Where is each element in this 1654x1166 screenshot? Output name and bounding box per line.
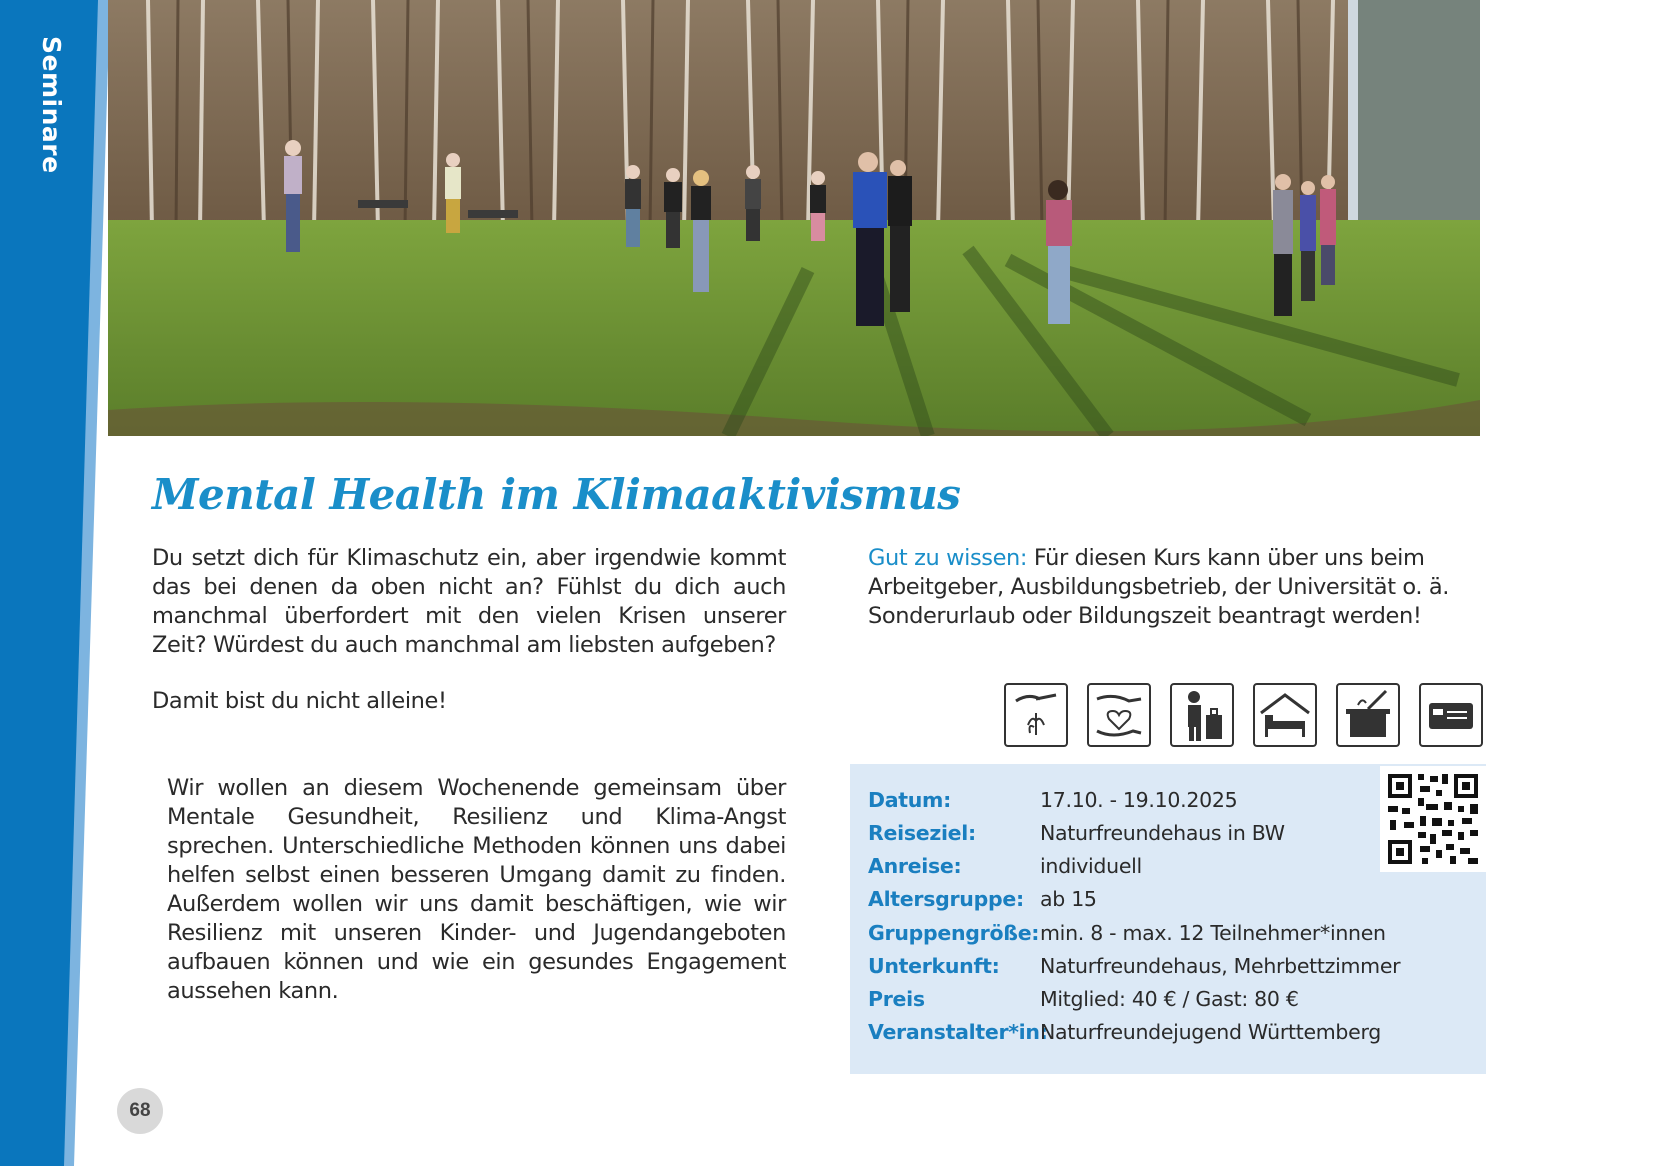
info-value: Mitglied: 40 € / Gast: 80 € xyxy=(1040,987,1299,1011)
info-key: Reiseziel: xyxy=(868,821,976,845)
info-key: Unterkunft: xyxy=(868,954,1000,978)
info-value: 17.10. - 19.10.2025 xyxy=(1040,788,1238,812)
feature-icons xyxy=(1004,683,1484,747)
intro-statement: Damit bist du nicht alleine! xyxy=(152,688,447,714)
header-photo xyxy=(108,0,1480,436)
good-to-know xyxy=(868,544,1488,631)
info-value: Naturfreundehaus in BW xyxy=(1040,821,1285,845)
intro-paragraph: Du setzt dich für Klimaschutz ein, aber irgendwie kommt das bei denen da oben nicht an? Fühlst du dich auch manchmal überfordert mit den vielen Krisen unserer Zeit? Würdest du auch manchmal am liebsten aufgeben? xyxy=(152,545,786,658)
info-key: Anreise: xyxy=(868,854,962,878)
info-value: ab 15 xyxy=(1040,887,1097,911)
info-key: Altersgruppe: xyxy=(868,887,1024,911)
info-key: Datum: xyxy=(868,788,952,812)
sidebar-band xyxy=(0,0,110,1166)
info-key: Preis xyxy=(868,987,925,1011)
info-value: Naturfreundejugend Württemberg xyxy=(1040,1020,1381,1044)
info-value: Naturfreundehaus, Mehrbettzimmer xyxy=(1040,954,1401,978)
house-bed-icon xyxy=(1253,683,1317,747)
good-to-know-text: Für diesen Kurs kann über uns beim Arbeitgeber, Ausbildungsbetrieb, der Universität o. ä. Sonderurlaub oder Bildungszeit beantragt werden! xyxy=(868,545,1449,629)
info-key: Gruppengröße: xyxy=(868,921,1040,945)
info-value: min. 8 - max. 12 Teilnehmer*innen xyxy=(1040,921,1386,945)
card-icon xyxy=(1419,683,1483,747)
qr-code-icon[interactable] xyxy=(1380,766,1486,872)
description-paragraph: Wir wollen an diesem Wochenende gemeinsam über Mentale Gesundheit, Resilienz und Klima-Angst sprechen. Unterschiedliche Methoden können uns dabei helfen selbst einen besseren Umgang damit zu finden. Außerdem wollen wir uns damit beschäftigen, wie wir Resilienz mit unseren Kinder- und Jugendangeboten aufbauen können und wie ein gesundes Engagement aussehen kann. xyxy=(167,775,786,1004)
info-value: individuell xyxy=(1040,854,1142,878)
plant-hands-icon xyxy=(1004,683,1068,747)
good-to-know-lead: Gut zu wissen: xyxy=(868,545,1028,571)
info-key: Veranstalter*in: xyxy=(868,1020,1048,1044)
page-title: Mental Health im Klimaaktivismus xyxy=(152,470,961,519)
person-luggage-icon xyxy=(1170,683,1234,747)
section-label: Seminare xyxy=(37,36,66,174)
page-number: 68 xyxy=(117,1088,163,1134)
outdoor-group-photo xyxy=(108,0,1480,436)
heart-hands-icon xyxy=(1087,683,1151,747)
cooking-pot-icon xyxy=(1336,683,1400,747)
